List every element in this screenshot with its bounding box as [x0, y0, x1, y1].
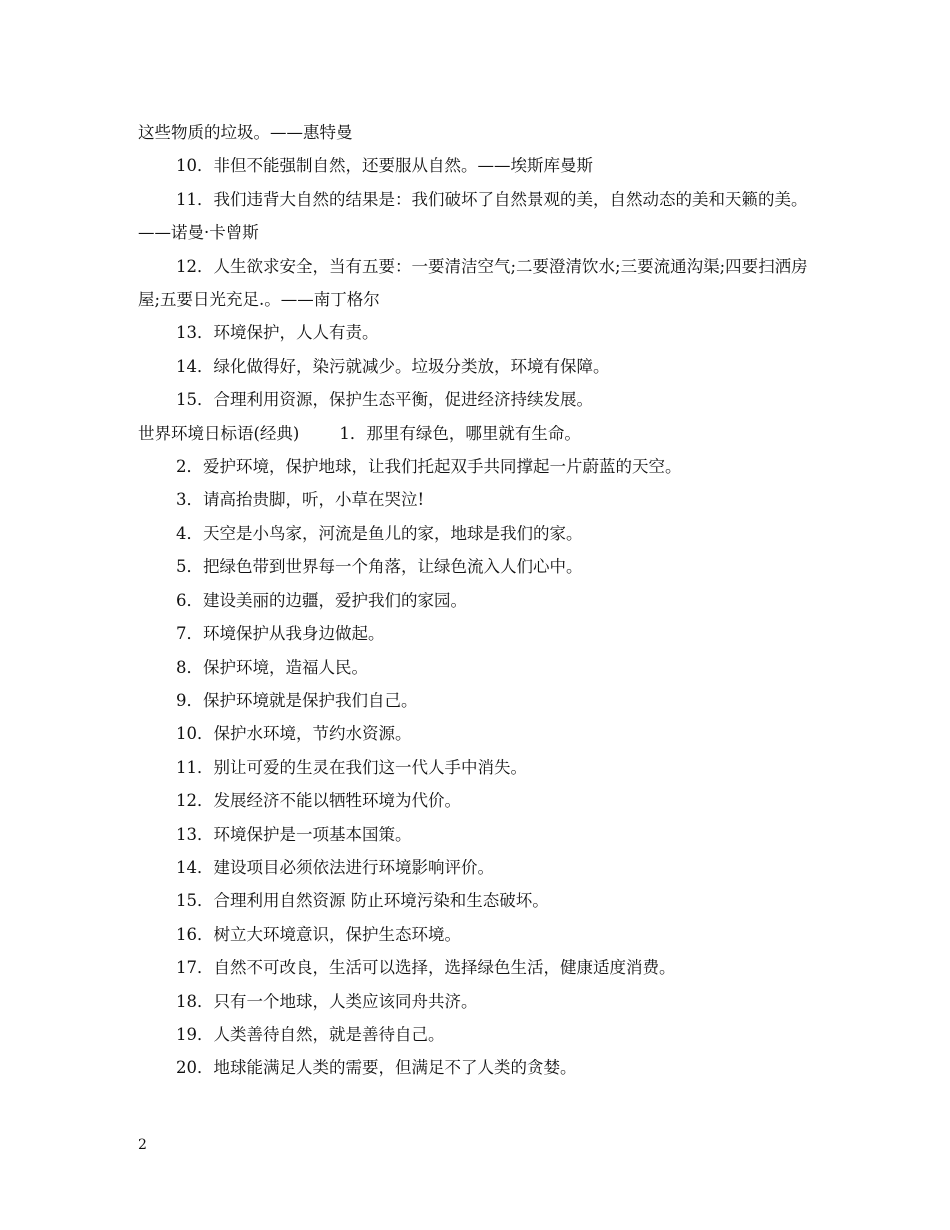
- quote-paragraph: 这些物质的垃圾。——惠特曼: [138, 123, 353, 142]
- slogan-item: 14．建设项目必须依法进行环境影响评价。: [176, 857, 494, 877]
- quote-paragraph: 15．合理利用资源，保护生态平衡，促进经济持续发展。: [176, 390, 593, 410]
- slogan-list: [138, 450, 818, 1085]
- quote-paragraph: 14．绿化做得好，染污就减少。垃圾分类放，环境有保障。: [176, 356, 610, 376]
- slogan-item: 12．发展经济不能以牺牲环境为代价。: [176, 791, 461, 811]
- quote-paragraph: 11．我们违背大自然的结果是：我们破坏了自然景观的美，自然动态的美和天籁的美。——诺曼·卡曾斯: [138, 189, 808, 243]
- quote-list: [138, 116, 818, 417]
- page-number: 2: [138, 1137, 147, 1153]
- section-heading-line: [138, 417, 818, 450]
- section-title: 世界环境日标语(经典): [138, 423, 300, 443]
- slogan-item: 2．爱护环境，保护地球，让我们托起双手共同撑起一片蔚蓝的天空。: [176, 457, 682, 477]
- slogan-item: 8．保护环境，造福人民。: [176, 657, 368, 677]
- slogan-item: 5．把绿色带到世界每一个角落，让绿色流入人们心中。: [176, 557, 583, 577]
- slogan-item: 17．自然不可改良，生活可以选择，选择绿色生活，健康适度消费。: [176, 958, 676, 978]
- slogan-item: 6．建设美丽的边疆，爱护我们的家园。: [176, 590, 467, 610]
- slogan-item: 4．天空是小鸟家，河流是鱼儿的家，地球是我们的家。: [176, 523, 583, 543]
- slogan-item: 15．合理利用自然资源 防止环境污染和生态破坏。: [176, 891, 549, 911]
- slogan-item: 3．请高抬贵脚，听，小草在哭泣!: [176, 490, 425, 510]
- document-body: [138, 116, 818, 1085]
- quote-paragraph: 10．非但不能强制自然，还要服从自然。——埃斯库曼斯: [176, 156, 593, 176]
- slogan-item: 10．保护水环境，节约水资源。: [176, 724, 412, 744]
- slogan-item: 13．环境保护是一项基本国策。: [176, 824, 412, 844]
- slogan-item: 7．环境保护从我身边做起。: [176, 624, 385, 644]
- slogan-item: 9．保护环境就是保护我们自己。: [176, 690, 418, 710]
- quote-paragraph: 12．人生欲求安全，当有五要：一要清洁空气;二要澄清饮水;三要流通沟渠;四要扫洒房屋;五要日光充足.。——南丁格尔: [138, 256, 808, 310]
- slogan-item: 20．地球能满足人类的需要，但满足不了人类的贪婪。: [176, 1058, 577, 1078]
- quote-paragraph: 13．环境保护，人人有责。: [176, 323, 379, 343]
- slogan-item: 18．只有一个地球，人类应该同舟共济。: [176, 991, 478, 1011]
- slogan-item: 16．树立大环境意识，保护生态环境。: [176, 924, 461, 944]
- slogan-item: 1．那里有绿色，哪里就有生命。: [339, 423, 581, 443]
- slogan-item: 11．别让可爱的生灵在我们这一代人手中消失。: [176, 757, 527, 777]
- slogan-item: 19．人类善待自然，就是善待自己。: [176, 1024, 445, 1044]
